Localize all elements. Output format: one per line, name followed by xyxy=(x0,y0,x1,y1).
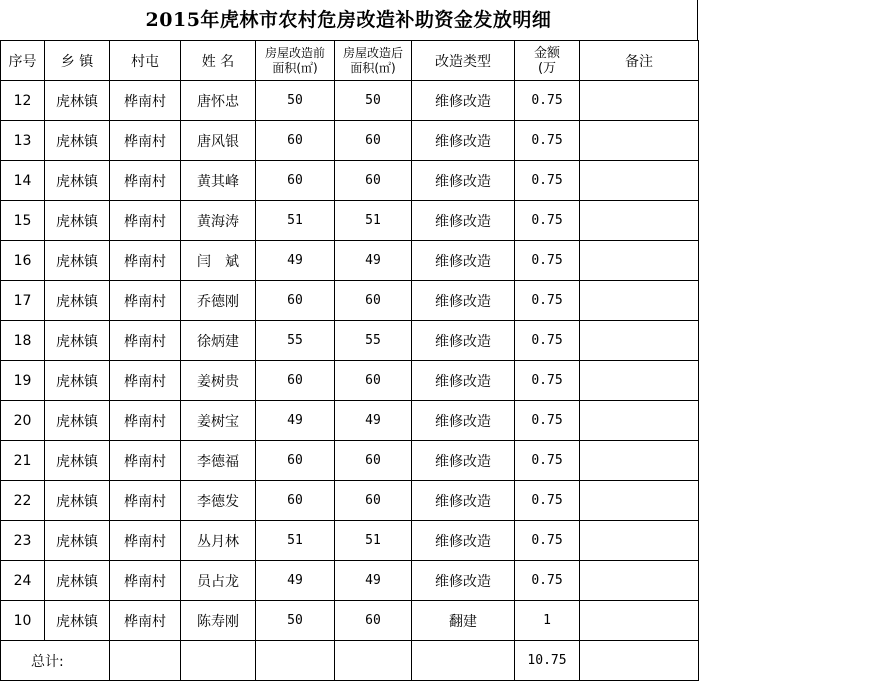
cell-town[interactable]: 虎林镇 xyxy=(45,81,110,121)
cell-name[interactable]: 李德福 xyxy=(181,441,256,481)
table-row xyxy=(1,241,699,281)
cell-area-after[interactable]: 60 xyxy=(335,481,412,521)
cell-remark[interactable] xyxy=(580,601,699,641)
header-area-before-line1: 房屋改造前 xyxy=(264,45,325,60)
header-type[interactable]: 改造类型 xyxy=(412,41,515,81)
cell-seq[interactable]: 14 xyxy=(1,161,45,201)
cell-village[interactable]: 桦南村 xyxy=(110,241,181,281)
total-row xyxy=(1,641,699,681)
total-cell-after[interactable] xyxy=(335,641,412,681)
cell-remark[interactable] xyxy=(580,441,699,481)
total-cell-name[interactable] xyxy=(181,641,256,681)
cell-area-before[interactable]: 60 xyxy=(256,161,335,201)
cell-area-after[interactable]: 50 xyxy=(335,81,412,121)
cell-amount[interactable]: 0.75 xyxy=(515,561,580,601)
header-area-after[interactable] xyxy=(335,41,412,81)
cell-seq[interactable]: 17 xyxy=(1,281,45,321)
cell-seq[interactable]: 18 xyxy=(1,321,45,361)
cell-name[interactable]: 李德发 xyxy=(181,481,256,521)
cell-amount[interactable]: 0.75 xyxy=(515,481,580,521)
header-amount[interactable] xyxy=(515,41,580,81)
cell-area-before[interactable]: 51 xyxy=(256,521,335,561)
cell-name[interactable]: 陈寿刚 xyxy=(181,601,256,641)
cell-remark[interactable] xyxy=(580,281,699,321)
header-amount-line2: (万 xyxy=(537,60,557,76)
cell-village[interactable]: 桦南村 xyxy=(110,281,181,321)
cell-area-before[interactable]: 49 xyxy=(256,401,335,441)
table-row xyxy=(1,401,699,441)
cell-village[interactable]: 桦南村 xyxy=(110,361,181,401)
cell-amount[interactable]: 0.75 xyxy=(515,401,580,441)
cell-remark[interactable] xyxy=(580,561,699,601)
header-area-after-line2: 面积(㎡) xyxy=(350,60,396,75)
total-cell-remark[interactable] xyxy=(580,641,699,681)
cell-name[interactable]: 姜树宝 xyxy=(181,401,256,441)
cell-area-before[interactable]: 60 xyxy=(256,121,335,161)
cell-town[interactable]: 虎林镇 xyxy=(45,401,110,441)
cell-village[interactable]: 桦南村 xyxy=(110,201,181,241)
cell-type[interactable]: 维修改造 xyxy=(412,241,515,281)
cell-type[interactable]: 维修改造 xyxy=(412,401,515,441)
table-row xyxy=(1,321,699,361)
cell-amount[interactable]: 0.75 xyxy=(515,281,580,321)
cell-area-after[interactable]: 49 xyxy=(335,241,412,281)
table-row xyxy=(1,561,699,601)
cell-name[interactable]: 闫 斌 xyxy=(181,241,256,281)
cell-village[interactable]: 桦南村 xyxy=(110,121,181,161)
cell-seq[interactable]: 21 xyxy=(1,441,45,481)
table-row xyxy=(1,161,699,201)
cell-name[interactable]: 徐炳建 xyxy=(181,321,256,361)
cell-remark[interactable] xyxy=(580,361,699,401)
cell-remark[interactable] xyxy=(580,241,699,281)
cell-name[interactable]: 黄海涛 xyxy=(181,201,256,241)
cell-village[interactable]: 桦南村 xyxy=(110,601,181,641)
cell-area-before[interactable]: 55 xyxy=(256,321,335,361)
header-seq[interactable]: 序号 xyxy=(1,41,45,81)
cell-area-after[interactable]: 51 xyxy=(335,201,412,241)
cell-area-before[interactable]: 50 xyxy=(256,81,335,121)
table-row xyxy=(1,121,699,161)
cell-town[interactable]: 虎林镇 xyxy=(45,281,110,321)
cell-seq[interactable]: 22 xyxy=(1,481,45,521)
cell-remark[interactable] xyxy=(580,401,699,441)
cell-town[interactable]: 虎林镇 xyxy=(45,161,110,201)
cell-area-after[interactable]: 60 xyxy=(335,361,412,401)
header-area-after-line1: 房屋改造后 xyxy=(342,45,403,60)
cell-seq[interactable]: 20 xyxy=(1,401,45,441)
table-row xyxy=(1,441,699,481)
cell-town[interactable]: 虎林镇 xyxy=(45,121,110,161)
cell-area-after[interactable]: 60 xyxy=(335,121,412,161)
cell-village[interactable]: 桦南村 xyxy=(110,401,181,441)
cell-seq[interactable]: 23 xyxy=(1,521,45,561)
cell-remark[interactable] xyxy=(580,121,699,161)
cell-remark[interactable] xyxy=(580,81,699,121)
cell-type[interactable]: 维修改造 xyxy=(412,161,515,201)
cell-village[interactable]: 桦南村 xyxy=(110,161,181,201)
table-row xyxy=(1,481,699,521)
cell-area-before[interactable]: 49 xyxy=(256,561,335,601)
cell-name[interactable]: 唐怀忠 xyxy=(181,81,256,121)
total-amount[interactable]: 10.75 xyxy=(515,641,580,681)
cell-name[interactable]: 丛月林 xyxy=(181,521,256,561)
header-town[interactable]: 乡 镇 xyxy=(45,41,110,81)
total-cell-before[interactable] xyxy=(256,641,335,681)
cell-area-after[interactable]: 49 xyxy=(335,561,412,601)
cell-seq[interactable]: 15 xyxy=(1,201,45,241)
header-remark[interactable]: 备注 xyxy=(580,41,699,81)
cell-area-after[interactable]: 60 xyxy=(335,441,412,481)
cell-area-after[interactable]: 55 xyxy=(335,321,412,361)
header-area-before-line2: 面积(㎡) xyxy=(272,60,318,75)
cell-name[interactable]: 乔德刚 xyxy=(181,281,256,321)
table-row xyxy=(1,521,699,561)
cell-seq[interactable]: 19 xyxy=(1,361,45,401)
cell-name[interactable]: 黄其峰 xyxy=(181,161,256,201)
cell-area-before[interactable]: 51 xyxy=(256,201,335,241)
cell-name[interactable]: 员占龙 xyxy=(181,561,256,601)
sheet-title: 2015年虎林市农村危房改造补助资金发放明细 xyxy=(0,0,698,40)
cell-area-after[interactable]: 60 xyxy=(335,281,412,321)
cell-remark[interactable] xyxy=(580,481,699,521)
cell-type[interactable]: 维修改造 xyxy=(412,441,515,481)
cell-type[interactable]: 维修改造 xyxy=(412,281,515,321)
total-cell-type[interactable] xyxy=(412,641,515,681)
cell-area-after[interactable]: 51 xyxy=(335,521,412,561)
header-amount-line1: 金额 xyxy=(533,45,560,61)
header-area-before[interactable] xyxy=(256,41,335,81)
header-name[interactable]: 姓 名 xyxy=(181,41,256,81)
cell-area-after[interactable]: 60 xyxy=(335,161,412,201)
cell-village[interactable]: 桦南村 xyxy=(110,481,181,521)
cell-village[interactable]: 桦南村 xyxy=(110,321,181,361)
cell-village[interactable]: 桦南村 xyxy=(110,81,181,121)
cell-town[interactable]: 虎林镇 xyxy=(45,241,110,281)
cell-village[interactable]: 桦南村 xyxy=(110,561,181,601)
cell-area-before[interactable]: 60 xyxy=(256,441,335,481)
cell-amount[interactable]: 0.75 xyxy=(515,201,580,241)
cell-town[interactable]: 虎林镇 xyxy=(45,321,110,361)
cell-amount[interactable]: 0.75 xyxy=(515,521,580,561)
cell-seq[interactable]: 10 xyxy=(1,601,45,641)
cell-amount[interactable]: 0.75 xyxy=(515,321,580,361)
table-row xyxy=(1,361,699,401)
cell-seq[interactable]: 24 xyxy=(1,561,45,601)
total-cell-village[interactable] xyxy=(110,641,181,681)
cell-type[interactable]: 维修改造 xyxy=(412,201,515,241)
cell-town[interactable]: 虎林镇 xyxy=(45,601,110,641)
total-label[interactable]: 总计: xyxy=(1,641,110,681)
cell-type[interactable]: 维修改造 xyxy=(412,481,515,521)
cell-area-after[interactable]: 60 xyxy=(335,601,412,641)
cell-town[interactable]: 虎林镇 xyxy=(45,521,110,561)
cell-town[interactable]: 虎林镇 xyxy=(45,481,110,521)
cell-type[interactable]: 维修改造 xyxy=(412,321,515,361)
cell-type[interactable]: 维修改造 xyxy=(412,121,515,161)
cell-town[interactable]: 虎林镇 xyxy=(45,361,110,401)
header-row xyxy=(1,41,699,81)
header-village[interactable]: 村屯 xyxy=(110,41,181,81)
cell-remark[interactable] xyxy=(580,201,699,241)
cell-type[interactable]: 维修改造 xyxy=(412,521,515,561)
cell-amount[interactable]: 0.75 xyxy=(515,121,580,161)
cell-area-before[interactable]: 60 xyxy=(256,481,335,521)
cell-remark[interactable] xyxy=(580,161,699,201)
table-row xyxy=(1,601,699,641)
cell-amount[interactable]: 0.75 xyxy=(515,441,580,481)
cell-amount[interactable]: 0.75 xyxy=(515,241,580,281)
cell-seq[interactable]: 16 xyxy=(1,241,45,281)
cell-seq[interactable]: 13 xyxy=(1,121,45,161)
table-body xyxy=(1,81,699,641)
cell-remark[interactable] xyxy=(580,321,699,361)
cell-type[interactable]: 翻建 xyxy=(412,601,515,641)
cell-area-before[interactable]: 60 xyxy=(256,361,335,401)
cell-area-before[interactable]: 60 xyxy=(256,281,335,321)
subsidy-table xyxy=(0,40,699,681)
cell-name[interactable]: 姜树贵 xyxy=(181,361,256,401)
cell-amount[interactable]: 1 xyxy=(515,601,580,641)
cell-name[interactable]: 唐风银 xyxy=(181,121,256,161)
table-row xyxy=(1,281,699,321)
cell-amount[interactable]: 0.75 xyxy=(515,81,580,121)
cell-town[interactable]: 虎林镇 xyxy=(45,441,110,481)
cell-type[interactable]: 维修改造 xyxy=(412,561,515,601)
cell-town[interactable]: 虎林镇 xyxy=(45,201,110,241)
cell-amount[interactable]: 0.75 xyxy=(515,361,580,401)
cell-type[interactable]: 维修改造 xyxy=(412,81,515,121)
cell-area-before[interactable]: 49 xyxy=(256,241,335,281)
cell-amount[interactable]: 0.75 xyxy=(515,161,580,201)
table-row xyxy=(1,201,699,241)
table-row xyxy=(1,81,699,121)
cell-area-after[interactable]: 49 xyxy=(335,401,412,441)
cell-type[interactable]: 维修改造 xyxy=(412,361,515,401)
cell-seq[interactable]: 12 xyxy=(1,81,45,121)
cell-area-before[interactable]: 50 xyxy=(256,601,335,641)
cell-village[interactable]: 桦南村 xyxy=(110,441,181,481)
cell-town[interactable]: 虎林镇 xyxy=(45,561,110,601)
cell-remark[interactable] xyxy=(580,521,699,561)
cell-village[interactable]: 桦南村 xyxy=(110,521,181,561)
